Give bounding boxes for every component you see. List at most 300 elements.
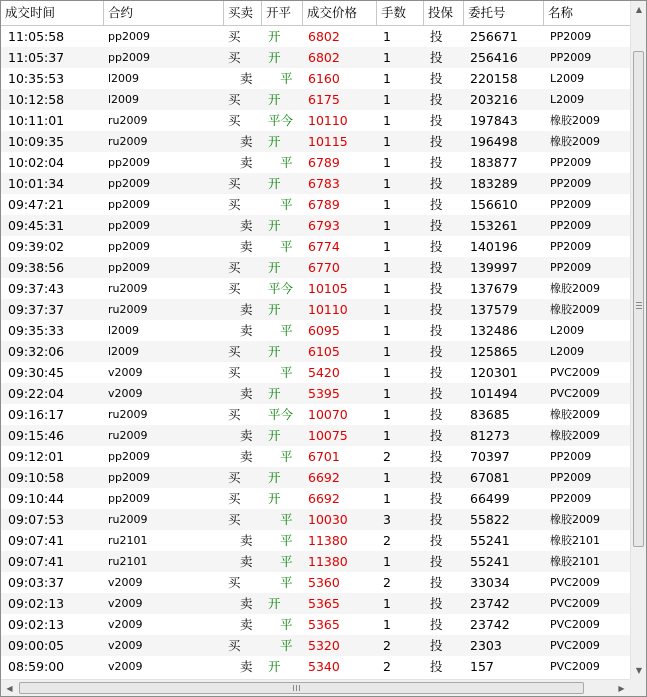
cell-open-close: 开 xyxy=(268,491,281,506)
cell-quantity: 1 xyxy=(383,176,391,191)
cell-open-close: 开 xyxy=(268,176,281,191)
cell-name: PP2009 xyxy=(550,51,592,64)
cell-order-id: 67081 xyxy=(470,470,510,485)
cell-buy-sell: 买 xyxy=(228,197,241,212)
cell-buy-sell: 买 xyxy=(228,407,241,422)
cell-trade-price: 6105 xyxy=(308,344,340,359)
cell-open-close: 平 xyxy=(280,365,293,380)
cell-hedge-flag: 投 xyxy=(430,365,443,380)
horizontal-scroll-thumb[interactable] xyxy=(19,682,584,694)
table-row[interactable] xyxy=(1,68,630,89)
cell-quantity: 2 xyxy=(383,659,391,674)
cell-name: 橡胶2009 xyxy=(550,282,600,295)
cell-trade-price: 6692 xyxy=(308,470,340,485)
cell-trade-time: 09:22:04 xyxy=(8,386,65,401)
cell-trade-time: 09:03:37 xyxy=(8,575,65,590)
cell-quantity: 1 xyxy=(383,344,391,359)
cell-open-close: 平 xyxy=(280,617,293,632)
cell-trade-time: 09:35:33 xyxy=(8,323,65,338)
cell-order-id: 137579 xyxy=(470,302,518,317)
cell-quantity: 2 xyxy=(383,638,391,653)
cell-name: L2009 xyxy=(550,93,585,106)
scroll-right-icon[interactable]: ▶ xyxy=(618,684,625,693)
cell-quantity: 1 xyxy=(383,596,391,611)
cell-order-id: 183289 xyxy=(470,176,518,191)
cell-trade-price: 5320 xyxy=(308,638,340,653)
column-header-buy-sell[interactable]: 买卖 xyxy=(224,1,262,25)
cell-trade-time: 10:11:01 xyxy=(8,113,65,128)
cell-contract: v2009 xyxy=(108,387,143,400)
cell-buy-sell: 卖 xyxy=(240,155,253,170)
cell-open-close: 平 xyxy=(280,155,293,170)
cell-hedge-flag: 投 xyxy=(430,92,443,107)
cell-contract: v2009 xyxy=(108,576,143,589)
cell-hedge-flag: 投 xyxy=(430,281,443,296)
cell-name: L2009 xyxy=(550,324,585,337)
cell-contract: ru2009 xyxy=(108,303,148,316)
cell-trade-time: 09:02:13 xyxy=(8,617,65,632)
cell-trade-price: 6095 xyxy=(308,323,340,338)
cell-name: PP2009 xyxy=(550,471,592,484)
cell-open-close: 平 xyxy=(280,554,293,569)
cell-name: PP2009 xyxy=(550,30,592,43)
cell-order-id: 137679 xyxy=(470,281,518,296)
cell-open-close: 开 xyxy=(268,50,281,65)
cell-order-id: 81273 xyxy=(470,428,510,443)
cell-name: PP2009 xyxy=(550,492,592,505)
cell-order-id: 101494 xyxy=(470,386,518,401)
cell-quantity: 1 xyxy=(383,92,391,107)
cell-trade-time: 09:45:31 xyxy=(8,218,65,233)
cell-buy-sell: 买 xyxy=(228,113,241,128)
cell-trade-time: 10:01:34 xyxy=(8,176,65,191)
cell-hedge-flag: 投 xyxy=(430,638,443,653)
column-header-trade-time[interactable]: 成交时间 xyxy=(1,1,104,25)
cell-hedge-flag: 投 xyxy=(430,575,443,590)
cell-hedge-flag: 投 xyxy=(430,512,443,527)
cell-trade-price: 6789 xyxy=(308,155,340,170)
cell-open-close: 开 xyxy=(268,218,281,233)
cell-trade-price: 10030 xyxy=(308,512,348,527)
table-row[interactable] xyxy=(1,47,630,68)
cell-hedge-flag: 投 xyxy=(430,113,443,128)
cell-quantity: 1 xyxy=(383,155,391,170)
cell-trade-price: 5365 xyxy=(308,596,340,611)
table-row[interactable] xyxy=(1,488,630,509)
table-body xyxy=(1,26,630,677)
cell-open-close: 开 xyxy=(268,386,281,401)
cell-contract: pp2009 xyxy=(108,156,150,169)
table-row[interactable] xyxy=(1,551,630,572)
cell-trade-time: 09:30:45 xyxy=(8,365,65,380)
cell-contract: v2009 xyxy=(108,660,143,673)
cell-contract: ru2009 xyxy=(108,513,148,526)
cell-quantity: 1 xyxy=(383,491,391,506)
cell-name: PP2009 xyxy=(550,261,592,274)
cell-hedge-flag: 投 xyxy=(430,617,443,632)
cell-quantity: 1 xyxy=(383,50,391,65)
cell-hedge-flag: 投 xyxy=(430,428,443,443)
cell-contract: pp2009 xyxy=(108,51,150,64)
cell-quantity: 3 xyxy=(383,512,391,527)
cell-hedge-flag: 投 xyxy=(430,386,443,401)
column-header-name[interactable]: 名称 xyxy=(548,5,574,20)
table-row[interactable] xyxy=(1,635,630,656)
cell-trade-time: 10:35:53 xyxy=(8,71,65,86)
table-row[interactable] xyxy=(1,278,630,299)
cell-order-id: 197843 xyxy=(470,113,518,128)
cell-trade-price: 6783 xyxy=(308,176,340,191)
cell-name: PP2009 xyxy=(550,156,592,169)
table-row[interactable] xyxy=(1,593,630,614)
cell-open-close: 开 xyxy=(268,470,281,485)
cell-buy-sell: 卖 xyxy=(240,659,253,674)
cell-open-close: 平 xyxy=(280,323,293,338)
cell-trade-price: 10105 xyxy=(308,281,348,296)
table-row[interactable] xyxy=(1,446,630,467)
cell-buy-sell: 买 xyxy=(228,512,241,527)
cell-hedge-flag: 投 xyxy=(430,50,443,65)
scroll-down-icon[interactable]: ▼ xyxy=(635,666,643,675)
table-row[interactable] xyxy=(1,383,630,404)
column-header-order-id[interactable]: 委托号 xyxy=(464,1,544,25)
table-row[interactable] xyxy=(1,572,630,593)
cell-trade-time: 09:12:01 xyxy=(8,449,65,464)
cell-trade-time: 09:37:43 xyxy=(8,281,65,296)
cell-trade-price: 6774 xyxy=(308,239,340,254)
cell-quantity: 1 xyxy=(383,365,391,380)
cell-trade-price: 10115 xyxy=(308,134,348,149)
cell-quantity: 1 xyxy=(383,29,391,44)
cell-name: PVC2009 xyxy=(550,576,600,589)
cell-name: 橡胶2101 xyxy=(550,555,600,568)
cell-buy-sell: 买 xyxy=(228,638,241,653)
column-header-open-close[interactable]: 开平 xyxy=(262,1,303,25)
cell-order-id: 156610 xyxy=(470,197,518,212)
cell-order-id: 183877 xyxy=(470,155,518,170)
cell-quantity: 2 xyxy=(383,449,391,464)
cell-open-close: 平今 xyxy=(268,407,294,422)
cell-order-id: 153261 xyxy=(470,218,518,233)
cell-contract: pp2009 xyxy=(108,492,150,505)
cell-buy-sell: 卖 xyxy=(240,239,253,254)
cell-open-close: 开 xyxy=(268,428,281,443)
cell-trade-price: 5340 xyxy=(308,659,340,674)
cell-buy-sell: 买 xyxy=(228,50,241,65)
table-row[interactable] xyxy=(1,320,630,341)
cell-trade-price: 6175 xyxy=(308,92,340,107)
cell-contract: l2009 xyxy=(108,72,140,85)
cell-order-id: 55822 xyxy=(470,512,510,527)
vertical-scrollbar[interactable] xyxy=(630,1,647,679)
cell-contract: pp2009 xyxy=(108,471,150,484)
cell-order-id: 256416 xyxy=(470,50,518,65)
table-row[interactable] xyxy=(1,131,630,152)
cell-quantity: 1 xyxy=(383,302,391,317)
scroll-left-icon[interactable]: ◀ xyxy=(6,684,13,693)
cell-open-close: 开 xyxy=(268,92,281,107)
cell-open-close: 平 xyxy=(280,71,293,86)
cell-name: L2009 xyxy=(550,345,585,358)
cell-buy-sell: 卖 xyxy=(240,533,253,548)
cell-name: 橡胶2009 xyxy=(550,513,600,526)
cell-name: 橡胶2009 xyxy=(550,135,600,148)
cell-trade-time: 09:07:53 xyxy=(8,512,65,527)
cell-order-id: 83685 xyxy=(470,407,510,422)
cell-contract: pp2009 xyxy=(108,450,150,463)
table-row[interactable] xyxy=(1,425,630,446)
cell-hedge-flag: 投 xyxy=(430,470,443,485)
cell-open-close: 开 xyxy=(268,302,281,317)
cell-hedge-flag: 投 xyxy=(430,239,443,254)
cell-contract: v2009 xyxy=(108,366,143,379)
cell-buy-sell: 买 xyxy=(228,491,241,506)
cell-hedge-flag: 投 xyxy=(430,302,443,317)
table-row[interactable] xyxy=(1,173,630,194)
cell-quantity: 1 xyxy=(383,407,391,422)
cell-name: 橡胶2101 xyxy=(550,534,600,547)
cell-order-id: 55241 xyxy=(470,554,510,569)
cell-trade-price: 11380 xyxy=(308,533,348,548)
cell-trade-time: 10:09:35 xyxy=(8,134,65,149)
cell-trade-time: 09:47:21 xyxy=(8,197,65,212)
cell-order-id: 203216 xyxy=(470,92,518,107)
cell-hedge-flag: 投 xyxy=(430,323,443,338)
cell-quantity: 1 xyxy=(383,197,391,212)
cell-order-id: 220158 xyxy=(470,71,518,86)
table-row[interactable] xyxy=(1,26,630,47)
cell-name: PP2009 xyxy=(550,219,592,232)
table-row[interactable] xyxy=(1,362,630,383)
cell-buy-sell: 买 xyxy=(228,344,241,359)
cell-contract: v2009 xyxy=(108,597,143,610)
cell-trade-price: 6802 xyxy=(308,50,340,65)
cell-name: 橡胶2009 xyxy=(550,303,600,316)
cell-trade-time: 09:15:46 xyxy=(8,428,65,443)
cell-order-id: 196498 xyxy=(470,134,518,149)
cell-buy-sell: 卖 xyxy=(240,386,253,401)
cell-open-close: 平 xyxy=(280,638,293,653)
cell-contract: ru2101 xyxy=(108,534,148,547)
cell-buy-sell: 卖 xyxy=(240,554,253,569)
cell-name: PVC2009 xyxy=(550,597,600,610)
cell-hedge-flag: 投 xyxy=(430,554,443,569)
cell-name: L2009 xyxy=(550,72,585,85)
cell-contract: ru2009 xyxy=(108,114,148,127)
cell-order-id: 23742 xyxy=(470,617,510,632)
cell-hedge-flag: 投 xyxy=(430,260,443,275)
cell-hedge-flag: 投 xyxy=(430,491,443,506)
cell-trade-time: 09:07:41 xyxy=(8,533,65,548)
cell-trade-time: 09:39:02 xyxy=(8,239,65,254)
cell-trade-price: 6789 xyxy=(308,197,340,212)
cell-trade-price: 10070 xyxy=(308,407,348,422)
cell-contract: ru2009 xyxy=(108,429,148,442)
table-row[interactable] xyxy=(1,614,630,635)
cell-buy-sell: 买 xyxy=(228,365,241,380)
cell-buy-sell: 卖 xyxy=(240,596,253,611)
cell-hedge-flag: 投 xyxy=(430,449,443,464)
cell-hedge-flag: 投 xyxy=(430,344,443,359)
cell-name: 橡胶2009 xyxy=(550,114,600,127)
cell-quantity: 2 xyxy=(383,575,391,590)
cell-buy-sell: 卖 xyxy=(240,617,253,632)
cell-quantity: 1 xyxy=(383,386,391,401)
cell-trade-time: 09:07:41 xyxy=(8,554,65,569)
cell-buy-sell: 买 xyxy=(228,176,241,191)
cell-name: PVC2009 xyxy=(550,639,600,652)
cell-buy-sell: 买 xyxy=(228,29,241,44)
cell-order-id: 140196 xyxy=(470,239,518,254)
cell-hedge-flag: 投 xyxy=(430,533,443,548)
cell-buy-sell: 买 xyxy=(228,92,241,107)
cell-hedge-flag: 投 xyxy=(430,71,443,86)
table-row[interactable] xyxy=(1,299,630,320)
cell-open-close: 平 xyxy=(280,197,293,212)
cell-name: PP2009 xyxy=(550,177,592,190)
cell-hedge-flag: 投 xyxy=(430,218,443,233)
cell-name: PVC2009 xyxy=(550,387,600,400)
cell-contract: l2009 xyxy=(108,93,140,106)
cell-contract: pp2009 xyxy=(108,30,150,43)
cell-contract: pp2009 xyxy=(108,240,150,253)
table-row[interactable] xyxy=(1,194,630,215)
cell-contract: ru2009 xyxy=(108,282,148,295)
cell-buy-sell: 卖 xyxy=(240,134,253,149)
vertical-scroll-thumb[interactable] xyxy=(633,51,644,547)
cell-name: 橡胶2009 xyxy=(550,429,600,442)
cell-open-close: 平 xyxy=(280,512,293,527)
cell-contract: pp2009 xyxy=(108,219,150,232)
cell-order-id: 157 xyxy=(470,659,494,674)
cell-quantity: 1 xyxy=(383,281,391,296)
cell-open-close: 平今 xyxy=(268,281,294,296)
horizontal-scrollbar[interactable] xyxy=(1,679,630,697)
cell-order-id: 2303 xyxy=(470,638,502,653)
cell-quantity: 1 xyxy=(383,260,391,275)
table-row[interactable] xyxy=(1,215,630,236)
column-header-quantity[interactable]: 手数 xyxy=(377,1,424,25)
cell-name: PVC2009 xyxy=(550,618,600,631)
cell-contract: l2009 xyxy=(108,324,140,337)
cell-hedge-flag: 投 xyxy=(430,134,443,149)
cell-name: PP2009 xyxy=(550,198,592,211)
cell-quantity: 1 xyxy=(383,113,391,128)
cell-name: PVC2009 xyxy=(550,366,600,379)
cell-quantity: 1 xyxy=(383,428,391,443)
cell-name: 橡胶2009 xyxy=(550,408,600,421)
table-row[interactable] xyxy=(1,530,630,551)
cell-buy-sell: 买 xyxy=(228,260,241,275)
cell-trade-time: 09:37:37 xyxy=(8,302,65,317)
table-row[interactable] xyxy=(1,236,630,257)
cell-hedge-flag: 投 xyxy=(430,197,443,212)
cell-trade-price: 6160 xyxy=(308,71,340,86)
cell-hedge-flag: 投 xyxy=(430,407,443,422)
column-header-hedge-flag[interactable]: 投保 xyxy=(424,1,464,25)
cell-quantity: 1 xyxy=(383,134,391,149)
cell-open-close: 开 xyxy=(268,344,281,359)
table-row[interactable] xyxy=(1,110,630,131)
table-row[interactable] xyxy=(1,509,630,530)
cell-trade-price: 5395 xyxy=(308,386,340,401)
cell-open-close: 开 xyxy=(268,134,281,149)
cell-trade-time: 09:32:06 xyxy=(8,344,65,359)
scroll-up-icon[interactable]: ▲ xyxy=(635,5,643,14)
cell-order-id: 139997 xyxy=(470,260,518,275)
cell-name: PP2009 xyxy=(550,240,592,253)
cell-contract: v2009 xyxy=(108,639,143,652)
cell-trade-price: 5365 xyxy=(308,617,340,632)
grip-icon xyxy=(636,302,642,309)
cell-order-id: 33034 xyxy=(470,575,510,590)
cell-quantity: 1 xyxy=(383,323,391,338)
cell-trade-price: 6770 xyxy=(308,260,340,275)
cell-contract: ru2009 xyxy=(108,135,148,148)
cell-trade-price: 5420 xyxy=(308,365,340,380)
cell-trade-time: 08:59:00 xyxy=(8,659,65,674)
cell-name: PVC2009 xyxy=(550,660,600,673)
cell-trade-price: 6793 xyxy=(308,218,340,233)
cell-quantity: 1 xyxy=(383,71,391,86)
cell-buy-sell: 买 xyxy=(228,470,241,485)
table-header xyxy=(1,1,630,26)
cell-buy-sell: 卖 xyxy=(240,428,253,443)
cell-trade-price: 11380 xyxy=(308,554,348,569)
column-header-trade-price[interactable]: 成交价格 xyxy=(303,1,377,25)
cell-quantity: 1 xyxy=(383,554,391,569)
cell-buy-sell: 买 xyxy=(228,575,241,590)
table-row[interactable] xyxy=(1,404,630,425)
table-row[interactable] xyxy=(1,257,630,278)
cell-order-id: 125865 xyxy=(470,344,518,359)
table-row[interactable] xyxy=(1,341,630,362)
cell-order-id: 256671 xyxy=(470,29,518,44)
cell-trade-price: 5360 xyxy=(308,575,340,590)
cell-trade-time: 09:00:05 xyxy=(8,638,65,653)
table-row[interactable] xyxy=(1,152,630,173)
cell-quantity: 2 xyxy=(383,533,391,548)
cell-trade-price: 10110 xyxy=(308,302,348,317)
cell-order-id: 120301 xyxy=(470,365,518,380)
cell-trade-time: 10:02:04 xyxy=(8,155,65,170)
cell-buy-sell: 卖 xyxy=(240,71,253,86)
cell-contract: ru2101 xyxy=(108,555,148,568)
cell-contract: l2009 xyxy=(108,345,140,358)
cell-order-id: 70397 xyxy=(470,449,510,464)
cell-quantity: 1 xyxy=(383,470,391,485)
cell-order-id: 132486 xyxy=(470,323,518,338)
cell-trade-time: 11:05:58 xyxy=(8,29,65,44)
cell-trade-time: 09:10:44 xyxy=(8,491,65,506)
cell-trade-price: 10110 xyxy=(308,113,348,128)
cell-trade-time: 09:16:17 xyxy=(8,407,65,422)
cell-quantity: 1 xyxy=(383,239,391,254)
grip-icon xyxy=(293,685,300,691)
cell-open-close: 平今 xyxy=(268,113,294,128)
cell-trade-time: 10:12:58 xyxy=(8,92,65,107)
cell-trade-price: 10075 xyxy=(308,428,348,443)
cell-order-id: 55241 xyxy=(470,533,510,548)
cell-contract: v2009 xyxy=(108,618,143,631)
column-header-contract[interactable]: 合约 xyxy=(104,1,224,25)
table-row[interactable] xyxy=(1,656,630,677)
cell-hedge-flag: 投 xyxy=(430,155,443,170)
table-row[interactable] xyxy=(1,467,630,488)
cell-open-close: 平 xyxy=(280,533,293,548)
table-row[interactable] xyxy=(1,89,630,110)
cell-quantity: 1 xyxy=(383,617,391,632)
